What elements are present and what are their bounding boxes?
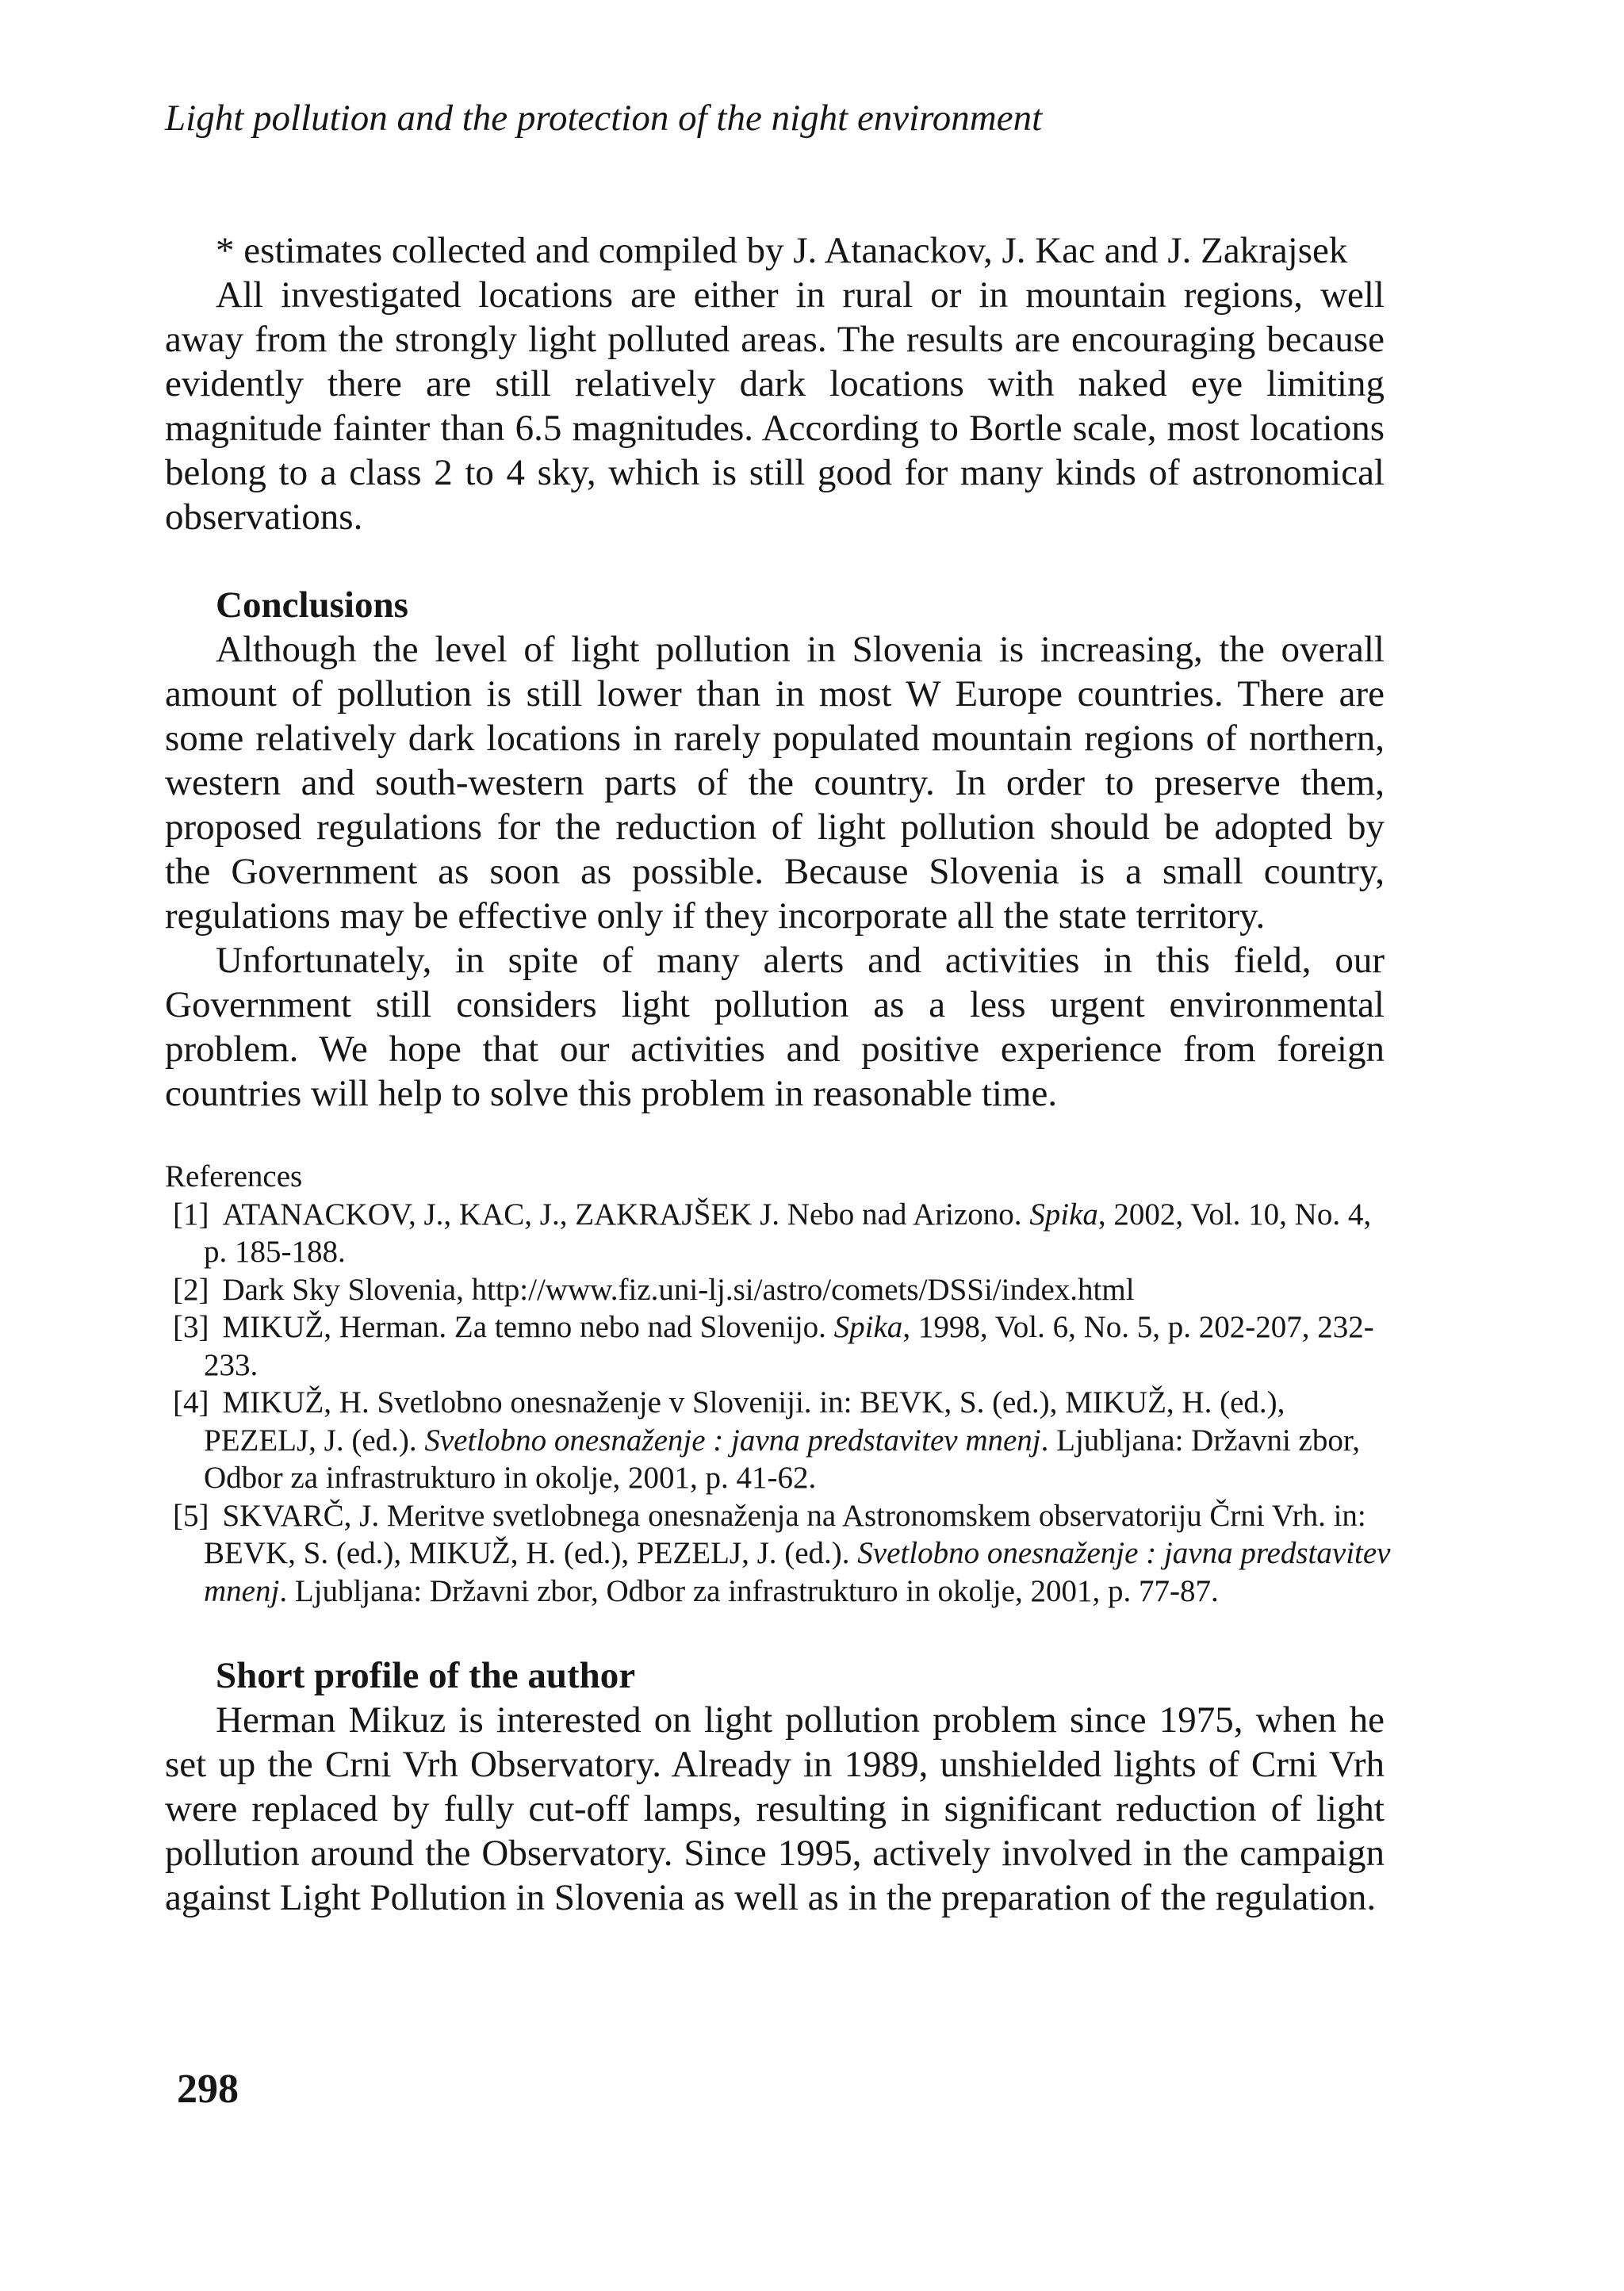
- conclusions-section: [165, 583, 1385, 1116]
- reference-text: , 2002, Vol. 10, No. 4,: [1097, 1197, 1372, 1232]
- results-paragraph: [165, 228, 1385, 539]
- reference-line: [165, 1271, 1434, 1309]
- text-line: Unfortunately, in spite of many alerts and activities in this field, our: [216, 940, 1385, 981]
- reference-label: [1]: [173, 1197, 209, 1232]
- text-line: away from the strongly light polluted areas. The results are encouraging because: [165, 319, 1385, 360]
- reference-line: [165, 1196, 1434, 1234]
- text-line: against Light Pollution in Slovenia as well as in the preparation of the regulation.: [165, 1877, 1377, 1918]
- text-line: proposed regulations for the reduction of light pollution should be adopted by: [165, 806, 1385, 848]
- reference-text: . Ljubljana: Državni zbor, Odbor za infrastrukturo in okolje, 2001, p. 77-87.: [279, 1573, 1219, 1608]
- running-title: Light pollution and the protection of the night environment: [165, 98, 1043, 139]
- text-line: belong to a class 2 to 4 sky, which is still good for many kinds of astronomical: [165, 452, 1385, 493]
- reference-label: [4]: [173, 1385, 209, 1419]
- reference-line: [165, 1497, 1434, 1535]
- text-line: set up the Crni Vrh Observatory. Already in 1989, unshielded lights of Crni Vrh: [165, 1744, 1385, 1785]
- reference-journal: Spika: [1029, 1197, 1098, 1232]
- reference-item-1: [165, 1196, 1434, 1271]
- reference-label: [3]: [173, 1310, 209, 1344]
- text-line: problem. We hope that our activities and positive experience from foreign: [165, 1029, 1385, 1070]
- reference-text: BEVK, S. (ed.), MIKUŽ, H. (ed.), PEZELJ, J. (ed.).: [204, 1536, 858, 1570]
- reference-text: p. 185-188.: [204, 1235, 346, 1269]
- conclusions-paragraph-2: [165, 938, 1385, 1116]
- text-line: Government still considers light pollution as a less urgent environmental: [165, 984, 1385, 1025]
- reference-text: MIKUŽ, Herman. Za temno nebo nad Slovenijo.: [222, 1310, 834, 1344]
- reference-text: PEZELJ, J. (ed.).: [204, 1423, 425, 1458]
- reference-text: MIKUŽ, H. Svetlobno onesnaženje v Sloveniji. in: BEVK, S. (ed.), MIKUŽ, H. (ed.),: [222, 1385, 1285, 1419]
- reference-book-title: mnenj: [204, 1573, 280, 1608]
- table-note: * estimates collected and compiled by J. Atanackov, J. Kac and J. Zakrajsek: [216, 230, 1348, 271]
- text-line: regulations may be effective only if they incorporate all the state territory.: [165, 895, 1266, 937]
- text-line: western and south-western parts of the country. In order to preserve them,: [165, 762, 1385, 803]
- text-line: amount of pollution is still lower than in most W Europe countries. There are: [165, 673, 1385, 715]
- reference-label: [2]: [173, 1272, 209, 1307]
- reference-line: [165, 1384, 1434, 1422]
- reference-line: [165, 1347, 1434, 1385]
- reference-text: , 1998, Vol. 6, No. 5, p. 202-207, 232-: [902, 1310, 1374, 1344]
- reference-line: [165, 1573, 1434, 1611]
- text-line: countries will help to solve this problem in reasonable time.: [165, 1073, 1058, 1114]
- reference-line: [165, 1422, 1434, 1460]
- text-line: some relatively dark locations in rarely populated mountain regions of northern,: [165, 718, 1385, 759]
- reference-line: [165, 1308, 1434, 1347]
- reference-text: SKVARČ, J. Meritve svetlobnega onesnaženja na Astronomskem observatoriju Črni Vrh. in:: [222, 1498, 1366, 1533]
- text-line: magnitude fainter than 6.5 magnitudes. According to Bortle scale, most locations: [165, 408, 1385, 449]
- conclusions-paragraph-1: [165, 627, 1385, 938]
- reference-label: [5]: [173, 1498, 209, 1533]
- text-line: were replaced by fully cut-off lamps, resulting in significant reduction of light: [165, 1788, 1385, 1829]
- references-heading: References: [165, 1159, 303, 1193]
- section-heading-conclusions: Conclusions: [216, 584, 408, 626]
- references-section: [165, 1158, 1434, 1610]
- author-profile-section: [165, 1653, 1385, 1920]
- reference-book-title: Svetlobno onesnaženje : javna predstavitev: [857, 1536, 1391, 1570]
- reference-line: [165, 1459, 1434, 1497]
- reference-item-2: [165, 1271, 1434, 1309]
- reference-journal: Spika: [833, 1310, 903, 1344]
- reference-item-5: [165, 1497, 1434, 1611]
- page-number: 298: [177, 2067, 239, 2112]
- text-line: pollution around the Observatory. Since 1995, actively involved in the campaign: [165, 1833, 1385, 1874]
- reference-text: . Ljubljana: Državni zbor,: [1040, 1423, 1361, 1458]
- reference-book-title: Svetlobno onesnaženje : javna predstavitev mnenj: [424, 1423, 1041, 1458]
- text-line: All investigated locations are either in rural or in mountain regions, well: [216, 274, 1385, 316]
- text-line: Herman Mikuz is interested on light pollution problem since 1975, when he: [216, 1699, 1385, 1741]
- reference-text: Odbor za infrastrukturo in okolje, 2001, p. 41-62.: [204, 1461, 817, 1495]
- text-line: the Government as soon as possible. Because Slovenia is a small country,: [165, 851, 1385, 892]
- reference-line: [165, 1233, 1434, 1271]
- text-line: evidently there are still relatively dark locations with naked eye limiting: [165, 363, 1385, 404]
- section-heading-author-profile: Short profile of the author: [216, 1655, 636, 1696]
- reference-item-4: [165, 1384, 1434, 1497]
- reference-item-3: [165, 1308, 1434, 1384]
- reference-text: 233.: [204, 1347, 259, 1382]
- reference-text: ATANACKOV, J., KAC, J., ZAKRAJŠEK J. Nebo nad Arizono.: [222, 1197, 1030, 1232]
- text-line: Although the level of light pollution in Slovenia is increasing, the overall: [216, 629, 1385, 670]
- running-header: [165, 96, 1385, 140]
- reference-text: Dark Sky Slovenia, http://www.fiz.uni-lj.si/astro/comets/DSSi/index.html: [222, 1272, 1135, 1307]
- reference-line: [165, 1534, 1434, 1573]
- text-line: observations.: [165, 496, 363, 538]
